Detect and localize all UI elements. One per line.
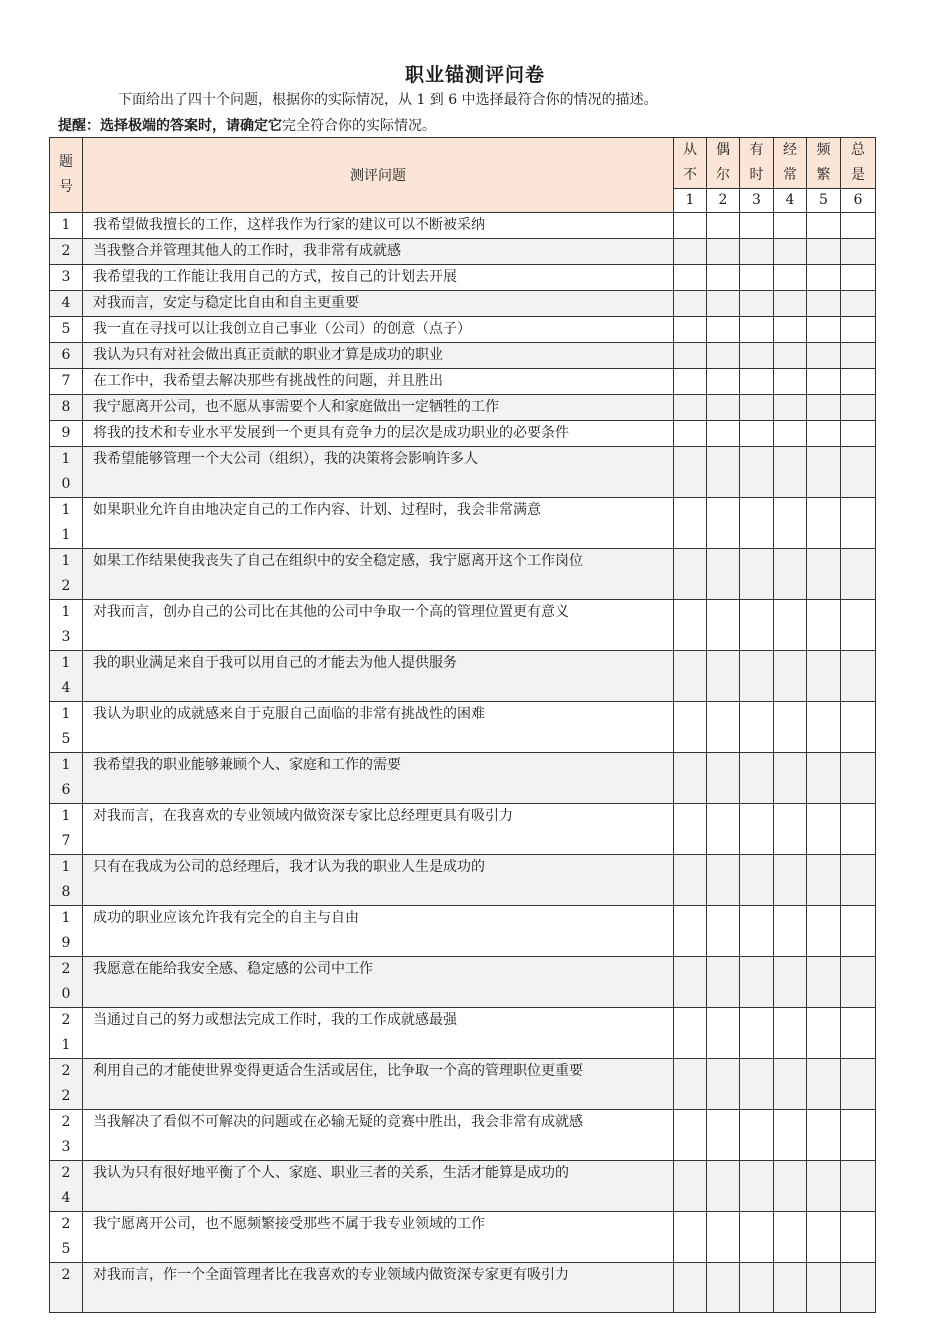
question-number: 2 4 xyxy=(50,1161,83,1212)
question-number: 2 3 xyxy=(50,1110,83,1161)
option-header-sometimes: 有 时 xyxy=(740,138,774,189)
answer-cell-5[interactable] xyxy=(807,395,841,421)
answer-cell-3[interactable] xyxy=(740,213,774,239)
answer-cell-5[interactable] xyxy=(807,600,841,651)
answer-cell-1[interactable] xyxy=(674,1008,707,1059)
question-number: 6 xyxy=(50,343,83,369)
question-number: 2 xyxy=(50,1263,83,1313)
answer-cell-2[interactable] xyxy=(707,395,740,421)
question-text: 我认为只有很好地平衡了个人、家庭、职业三者的关系，生活才能算是成功的 xyxy=(83,1161,674,1212)
question-text: 我认为职业的成就感来自于克服自己面临的非常有挑战性的困难 xyxy=(83,702,674,753)
answer-cell-2[interactable] xyxy=(707,369,740,395)
answer-cell-5[interactable] xyxy=(807,804,841,855)
answer-cell-1[interactable] xyxy=(674,1059,707,1110)
answer-cell-5[interactable] xyxy=(807,957,841,1008)
table-row xyxy=(50,291,876,317)
answer-cell-4[interactable] xyxy=(774,265,807,291)
table-row xyxy=(50,1008,876,1059)
question-number: 2 1 xyxy=(50,1008,83,1059)
answer-cell-3[interactable] xyxy=(740,395,774,421)
answer-cell-4[interactable] xyxy=(774,1263,807,1313)
answer-cell-3[interactable] xyxy=(740,549,774,600)
answer-cell-2[interactable] xyxy=(707,753,740,804)
answer-cell-4[interactable] xyxy=(774,291,807,317)
option-header-occasionally: 偶 尔 xyxy=(707,138,740,189)
question-text: 对我而言，创办自己的公司比在其他的公司中争取一个高的管理位置更有意义 xyxy=(83,600,674,651)
answer-cell-1[interactable] xyxy=(674,753,707,804)
question-text: 当我整合并管理其他人的工作时，我非常有成就感 xyxy=(83,239,674,265)
answer-cell-6[interactable] xyxy=(841,549,876,600)
answer-cell-5[interactable] xyxy=(807,213,841,239)
option-value: 4 xyxy=(774,189,807,213)
answer-cell-4[interactable] xyxy=(774,1110,807,1161)
answer-cell-6[interactable] xyxy=(841,213,876,239)
answer-cell-3[interactable] xyxy=(740,498,774,549)
answer-cell-5[interactable] xyxy=(807,651,841,702)
question-number: 3 xyxy=(50,265,83,291)
answer-cell-1[interactable] xyxy=(674,421,707,447)
option-value: 1 xyxy=(674,189,707,213)
answer-cell-5[interactable] xyxy=(807,906,841,957)
answer-cell-4[interactable] xyxy=(774,600,807,651)
option-header-frequently: 频 繁 xyxy=(807,138,841,189)
answer-cell-6[interactable] xyxy=(841,447,876,498)
question-text: 如果工作结果使我丧失了自己在组织中的安全稳定感，我宁愿离开这个工作岗位 xyxy=(83,549,674,600)
question-text: 我宁愿离开公司，也不愿从事需要个人和家庭做出一定牺牲的工作 xyxy=(83,395,674,421)
table-row xyxy=(50,1059,876,1110)
table-row xyxy=(50,1110,876,1161)
answer-cell-5[interactable] xyxy=(807,291,841,317)
answer-cell-1[interactable] xyxy=(674,369,707,395)
answer-cell-5[interactable] xyxy=(807,855,841,906)
question-text: 我希望能够管理一个大公司（组织），我的决策将会影响许多人 xyxy=(83,447,674,498)
answer-cell-2[interactable] xyxy=(707,1263,740,1313)
question-text: 我认为只有对社会做出真正贡献的职业才算是成功的职业 xyxy=(83,343,674,369)
question-text: 我宁愿离开公司，也不愿频繁接受那些不属于我专业领域的工作 xyxy=(83,1212,674,1263)
answer-cell-3[interactable] xyxy=(740,957,774,1008)
answer-cell-3[interactable] xyxy=(740,753,774,804)
answer-cell-6[interactable] xyxy=(841,265,876,291)
question-number: 5 xyxy=(50,317,83,343)
table-row xyxy=(50,213,876,239)
question-rows xyxy=(50,213,876,1313)
answer-cell-2[interactable] xyxy=(707,291,740,317)
answer-cell-2[interactable] xyxy=(707,213,740,239)
answer-cell-1[interactable] xyxy=(674,600,707,651)
answer-cell-1[interactable] xyxy=(674,1110,707,1161)
answer-cell-5[interactable] xyxy=(807,369,841,395)
answer-cell-4[interactable] xyxy=(774,1161,807,1212)
answer-cell-3[interactable] xyxy=(740,421,774,447)
answer-cell-2[interactable] xyxy=(707,317,740,343)
table-row xyxy=(50,447,876,498)
answer-cell-4[interactable] xyxy=(774,317,807,343)
table-row xyxy=(50,1161,876,1212)
answer-cell-6[interactable] xyxy=(841,317,876,343)
answer-cell-3[interactable] xyxy=(740,317,774,343)
question-text: 我希望做我擅长的工作，这样我作为行家的建议可以不断被采纳 xyxy=(83,213,674,239)
answer-cell-5[interactable] xyxy=(807,549,841,600)
answer-cell-2[interactable] xyxy=(707,600,740,651)
table-row xyxy=(50,651,876,702)
answer-cell-2[interactable] xyxy=(707,239,740,265)
answer-cell-2[interactable] xyxy=(707,906,740,957)
answer-cell-4[interactable] xyxy=(774,1212,807,1263)
table-row xyxy=(50,1212,876,1263)
answer-cell-1[interactable] xyxy=(674,498,707,549)
table-row xyxy=(50,702,876,753)
table-row xyxy=(50,804,876,855)
table-row xyxy=(50,239,876,265)
answer-cell-6[interactable] xyxy=(841,651,876,702)
question-number: 4 xyxy=(50,291,83,317)
option-header-never: 从 不 xyxy=(674,138,707,189)
answer-cell-3[interactable] xyxy=(740,447,774,498)
answer-cell-4[interactable] xyxy=(774,906,807,957)
answer-cell-6[interactable] xyxy=(841,1161,876,1212)
question-number: 1 2 xyxy=(50,549,83,600)
question-number: 7 xyxy=(50,369,83,395)
answer-cell-4[interactable] xyxy=(774,1008,807,1059)
answer-cell-1[interactable] xyxy=(674,265,707,291)
question-text: 如果职业允许自由地决定自己的工作内容、计划、过程时，我会非常满意 xyxy=(83,498,674,549)
answer-cell-6[interactable] xyxy=(841,291,876,317)
answer-cell-6[interactable] xyxy=(841,957,876,1008)
question-text: 当通过自己的努力或想法完成工作时，我的工作成就感最强 xyxy=(83,1008,674,1059)
answer-cell-1[interactable] xyxy=(674,317,707,343)
answer-cell-3[interactable] xyxy=(740,702,774,753)
answer-cell-1[interactable] xyxy=(674,1161,707,1212)
hint-rest: 完全符合你的实际情况。 xyxy=(282,118,436,134)
answer-cell-4[interactable] xyxy=(774,651,807,702)
option-value: 2 xyxy=(707,189,740,213)
question-text: 对我而言，作一个全面管理者比在我喜欢的专业领域内做资深专家更有吸引力 xyxy=(83,1263,674,1313)
answer-cell-3[interactable] xyxy=(740,1008,774,1059)
answer-cell-1[interactable] xyxy=(674,343,707,369)
answer-cell-3[interactable] xyxy=(740,291,774,317)
answer-cell-3[interactable] xyxy=(740,1110,774,1161)
answer-cell-4[interactable] xyxy=(774,549,807,600)
question-text: 当我解决了看似不可解决的问题或在必输无疑的竞赛中胜出，我会非常有成就感 xyxy=(83,1110,674,1161)
answer-cell-1[interactable] xyxy=(674,447,707,498)
answer-cell-1[interactable] xyxy=(674,549,707,600)
answer-cell-6[interactable] xyxy=(841,702,876,753)
answer-cell-6[interactable] xyxy=(841,804,876,855)
answer-cell-3[interactable] xyxy=(740,855,774,906)
answer-cell-5[interactable] xyxy=(807,498,841,549)
answer-cell-1[interactable] xyxy=(674,855,707,906)
answer-cell-3[interactable] xyxy=(740,369,774,395)
answer-cell-6[interactable] xyxy=(841,239,876,265)
question-number: 1 9 xyxy=(50,906,83,957)
table-row xyxy=(50,369,876,395)
answer-cell-6[interactable] xyxy=(841,343,876,369)
table-row xyxy=(50,600,876,651)
question-number: 8 xyxy=(50,395,83,421)
answer-cell-3[interactable] xyxy=(740,1059,774,1110)
question-number: 2 5 xyxy=(50,1212,83,1263)
answer-cell-2[interactable] xyxy=(707,498,740,549)
answer-cell-4[interactable] xyxy=(774,804,807,855)
answer-cell-1[interactable] xyxy=(674,906,707,957)
answer-cell-4[interactable] xyxy=(774,957,807,1008)
hint-bold: 提醒：选择极端的答案时，请确定它 xyxy=(58,118,282,134)
table-row xyxy=(50,1263,876,1313)
answer-cell-5[interactable] xyxy=(807,421,841,447)
answer-cell-4[interactable] xyxy=(774,498,807,549)
answer-cell-4[interactable] xyxy=(774,213,807,239)
answer-cell-2[interactable] xyxy=(707,447,740,498)
answer-cell-3[interactable] xyxy=(740,600,774,651)
question-number: 1 3 xyxy=(50,600,83,651)
answer-cell-4[interactable] xyxy=(774,369,807,395)
answer-cell-3[interactable] xyxy=(740,906,774,957)
question-number: 9 xyxy=(50,421,83,447)
question-text: 成功的职业应该允许我有完全的自主与自由 xyxy=(83,906,674,957)
question-text: 将我的技术和专业水平发展到一个更具有竞争力的层次是成功职业的必要条件 xyxy=(83,421,674,447)
answer-cell-5[interactable] xyxy=(807,1110,841,1161)
answer-cell-3[interactable] xyxy=(740,343,774,369)
answer-cell-3[interactable] xyxy=(740,804,774,855)
question-text: 我的职业满足来自于我可以用自己的才能去为他人提供服务 xyxy=(83,651,674,702)
option-value: 5 xyxy=(807,189,841,213)
answer-cell-5[interactable] xyxy=(807,1161,841,1212)
question-text: 我一直在寻找可以让我创立自己事业（公司）的创意（点子） xyxy=(83,317,674,343)
answer-cell-3[interactable] xyxy=(740,1212,774,1263)
table-row xyxy=(50,906,876,957)
question-text: 我希望我的职业能够兼顾个人、家庭和工作的需要 xyxy=(83,753,674,804)
table-row xyxy=(50,317,876,343)
answer-cell-5[interactable] xyxy=(807,1212,841,1263)
answer-cell-3[interactable] xyxy=(740,651,774,702)
answer-cell-6[interactable] xyxy=(841,1008,876,1059)
answer-cell-2[interactable] xyxy=(707,265,740,291)
question-text: 利用自己的才能使世界变得更适合生活或居住，比争取一个高的管理职位更重要 xyxy=(83,1059,674,1110)
question-number: 1 8 xyxy=(50,855,83,906)
answer-cell-1[interactable] xyxy=(674,291,707,317)
answer-cell-6[interactable] xyxy=(841,395,876,421)
question-header: 测评问题 xyxy=(83,138,674,213)
answer-cell-2[interactable] xyxy=(707,804,740,855)
answer-cell-3[interactable] xyxy=(740,239,774,265)
question-text: 在工作中，我希望去解决那些有挑战性的问题，并且胜出 xyxy=(83,369,674,395)
answer-cell-2[interactable] xyxy=(707,651,740,702)
table-row xyxy=(50,395,876,421)
answer-cell-2[interactable] xyxy=(707,1008,740,1059)
answer-cell-3[interactable] xyxy=(740,1161,774,1212)
answer-cell-6[interactable] xyxy=(841,421,876,447)
question-number: 1 4 xyxy=(50,651,83,702)
answer-cell-2[interactable] xyxy=(707,421,740,447)
question-text: 只有在我成为公司的总经理后，我才认为我的职业人生是成功的 xyxy=(83,855,674,906)
question-number: 1 7 xyxy=(50,804,83,855)
answer-cell-4[interactable] xyxy=(774,421,807,447)
option-value: 3 xyxy=(740,189,774,213)
answer-cell-2[interactable] xyxy=(707,1110,740,1161)
answer-cell-2[interactable] xyxy=(707,957,740,1008)
answer-cell-2[interactable] xyxy=(707,1059,740,1110)
question-number: 1 xyxy=(50,213,83,239)
answer-cell-4[interactable] xyxy=(774,702,807,753)
answer-cell-2[interactable] xyxy=(707,549,740,600)
questionnaire-table xyxy=(49,137,876,1313)
answer-cell-6[interactable] xyxy=(841,1212,876,1263)
intro-text: 下面给出了四十个问题，根据你的实际情况，从 1 到 6 中选择最符合你的情况的描述。 xyxy=(118,92,658,108)
answer-cell-2[interactable] xyxy=(707,702,740,753)
table-row xyxy=(50,343,876,369)
answer-cell-5[interactable] xyxy=(807,317,841,343)
answer-cell-1[interactable] xyxy=(674,213,707,239)
answer-cell-3[interactable] xyxy=(740,1263,774,1313)
question-number: 2 0 xyxy=(50,957,83,1008)
answer-cell-5[interactable] xyxy=(807,1008,841,1059)
answer-cell-6[interactable] xyxy=(841,600,876,651)
answer-cell-6[interactable] xyxy=(841,1263,876,1313)
answer-cell-3[interactable] xyxy=(740,265,774,291)
answer-cell-5[interactable] xyxy=(807,447,841,498)
answer-cell-5[interactable] xyxy=(807,265,841,291)
question-text: 对我而言，安定与稳定比自由和自主更重要 xyxy=(83,291,674,317)
answer-cell-6[interactable] xyxy=(841,498,876,549)
answer-cell-4[interactable] xyxy=(774,1059,807,1110)
answer-cell-4[interactable] xyxy=(774,753,807,804)
question-number: 1 0 xyxy=(50,447,83,498)
question-number: 1 1 xyxy=(50,498,83,549)
option-value: 6 xyxy=(841,189,876,213)
answer-cell-1[interactable] xyxy=(674,1212,707,1263)
answer-cell-5[interactable] xyxy=(807,343,841,369)
question-number: 1 5 xyxy=(50,702,83,753)
question-text: 对我而言，在我喜欢的专业领域内做资深专家比总经理更具有吸引力 xyxy=(83,804,674,855)
answer-cell-4[interactable] xyxy=(774,855,807,906)
question-number: 2 2 xyxy=(50,1059,83,1110)
table-row xyxy=(50,753,876,804)
answer-cell-2[interactable] xyxy=(707,1161,740,1212)
answer-cell-5[interactable] xyxy=(807,753,841,804)
answer-cell-1[interactable] xyxy=(674,957,707,1008)
answer-cell-1[interactable] xyxy=(674,804,707,855)
answer-cell-1[interactable] xyxy=(674,651,707,702)
answer-cell-5[interactable] xyxy=(807,239,841,265)
page-title: 职业锚测评问卷 xyxy=(404,64,545,86)
answer-cell-4[interactable] xyxy=(774,239,807,265)
question-number: 1 6 xyxy=(50,753,83,804)
question-text: 我希望我的工作能让我用自己的方式，按自己的计划去开展 xyxy=(83,265,674,291)
answer-cell-2[interactable] xyxy=(707,1212,740,1263)
table-row xyxy=(50,498,876,549)
answer-cell-6[interactable] xyxy=(841,1110,876,1161)
answer-cell-5[interactable] xyxy=(807,1059,841,1110)
answer-cell-5[interactable] xyxy=(807,1263,841,1313)
answer-cell-6[interactable] xyxy=(841,369,876,395)
answer-cell-5[interactable] xyxy=(807,702,841,753)
question-number: 2 xyxy=(50,239,83,265)
answer-cell-1[interactable] xyxy=(674,395,707,421)
answer-cell-6[interactable] xyxy=(841,906,876,957)
answer-cell-1[interactable] xyxy=(674,1263,707,1313)
answer-cell-2[interactable] xyxy=(707,855,740,906)
answer-cell-4[interactable] xyxy=(774,447,807,498)
answer-cell-4[interactable] xyxy=(774,395,807,421)
number-header: 题 号 xyxy=(50,138,83,213)
option-header-often: 经 常 xyxy=(774,138,807,189)
answer-cell-1[interactable] xyxy=(674,702,707,753)
table-row xyxy=(50,855,876,906)
table-row xyxy=(50,957,876,1008)
answer-cell-6[interactable] xyxy=(841,1059,876,1110)
table-row xyxy=(50,421,876,447)
hint-text xyxy=(58,115,436,135)
answer-cell-2[interactable] xyxy=(707,343,740,369)
table-row xyxy=(50,265,876,291)
answer-cell-6[interactable] xyxy=(841,855,876,906)
question-text: 我愿意在能给我安全感、稳定感的公司中工作 xyxy=(83,957,674,1008)
answer-cell-6[interactable] xyxy=(841,753,876,804)
answer-cell-4[interactable] xyxy=(774,343,807,369)
option-header-always: 总 是 xyxy=(841,138,876,189)
table-row xyxy=(50,549,876,600)
answer-cell-1[interactable] xyxy=(674,239,707,265)
